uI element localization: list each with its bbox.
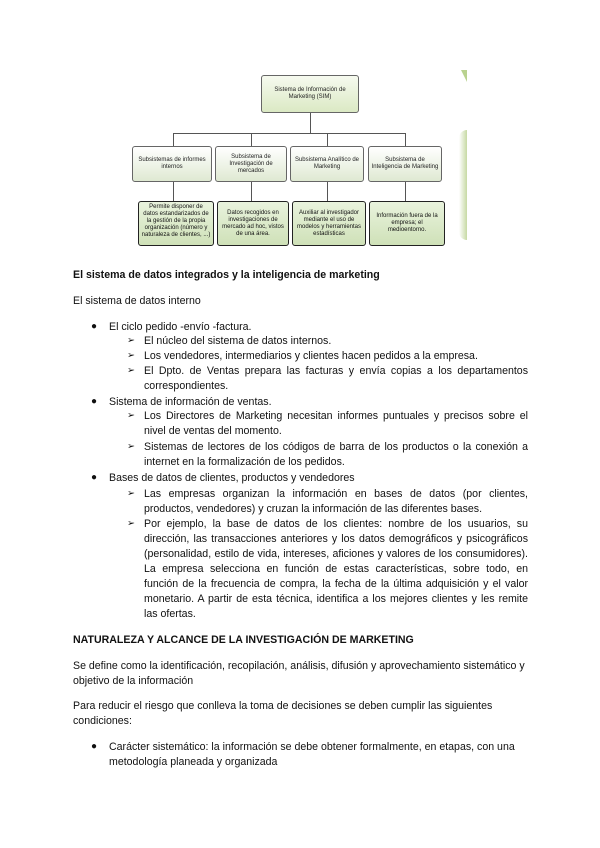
connector bbox=[173, 182, 174, 201]
subsystem-box: Subsistema de Inteligencia de Marketing bbox=[368, 146, 442, 182]
detail-box: Información fuera de la empresa; el medioentorno. bbox=[369, 201, 445, 246]
list-item: Bases de datos de clientes, productos y vendedores bbox=[109, 472, 355, 484]
connector bbox=[251, 182, 252, 201]
connector bbox=[173, 133, 174, 146]
sub-item: Las empresas organizan la información en bases de datos (por clientes, productos, vendedores) y cruzan la información de las diferentes bases. bbox=[144, 488, 528, 515]
subsystem-box: Subsistema Analítico de Marketing bbox=[290, 146, 364, 182]
bullet-dot: ● bbox=[91, 396, 98, 407]
diagram-top-box: Sistema de Información de Marketing (SIM) bbox=[261, 75, 359, 113]
list-item: Sistema de información de ventas. bbox=[109, 396, 272, 408]
bullet-dot: ● bbox=[91, 321, 98, 332]
paragraph: Para reducir el riesgo que conlleva la toma de decisiones se deben cumplir las siguientes condiciones: bbox=[73, 700, 493, 727]
arrow-bullet-icon: ➢ bbox=[127, 441, 135, 452]
sub-item: El núcleo del sistema de datos internos. bbox=[144, 335, 332, 347]
subtitle: El sistema de datos interno bbox=[73, 295, 201, 307]
detail-box: Permite disponer de datos estandarizados de la gestión de la propia organización (número y naturaleza de clientes, ...) bbox=[138, 201, 214, 246]
connector bbox=[405, 182, 406, 201]
detail-box: Auxiliar al investigador mediante el uso de modelos y herramientas estadísticas bbox=[292, 201, 366, 246]
connector bbox=[327, 133, 328, 146]
arrow-bullet-icon: ➢ bbox=[127, 365, 135, 376]
connector bbox=[310, 113, 311, 133]
arrow-bullet-icon: ➢ bbox=[127, 335, 135, 346]
sub-item: El Dpto. de Ventas prepara las facturas y envía copias a los departamentos correspondientes. bbox=[144, 365, 528, 392]
bullet-dot: ● bbox=[91, 472, 98, 483]
arrow-bullet-icon: ➢ bbox=[127, 518, 135, 529]
sim-diagram bbox=[129, 70, 467, 252]
section-title: NATURALEZA Y ALCANCE DE LA INVESTIGACIÓN DE MARKETING bbox=[73, 634, 414, 646]
connector bbox=[173, 133, 405, 134]
sub-item: Por ejemplo, la base de datos de los clientes: nombre de los usuarios, su dirección, las transacciones anteriores y los datos demográficos y psicográficos (personalidad, estilo de vida, intereses, aficiones y valores de los consumidores). La empresa selecciona en función de estas características, sobre todo, en función de la frecuencia de compra, la fecha de la última adquisición y el valor monetario. A partir de esta técnica, identifica a los mejores clientes y les remite las ofertas. bbox=[144, 518, 528, 620]
decorative-curve bbox=[459, 130, 467, 240]
sub-item: Sistemas de lectores de los códigos de barra de los productos o la conexión a internet en la formalización de los pedidos. bbox=[144, 441, 528, 468]
detail-box: Datos recogidos en investigaciones de mercado ad hoc, vistos de una área. bbox=[217, 201, 289, 246]
list-item: El ciclo pedido -envío -factura. bbox=[109, 321, 252, 333]
arrow-bullet-icon: ➢ bbox=[127, 410, 135, 421]
sub-item: Los vendedores, intermediarios y clientes hacen pedidos a la empresa. bbox=[144, 350, 478, 362]
connector bbox=[251, 133, 252, 146]
subsystem-box: Subsistemas de informes internos bbox=[132, 146, 212, 182]
sub-item: Los Directores de Marketing necesitan informes puntuales y precisos sobre el nivel de ventas del momento. bbox=[144, 410, 528, 437]
subsystem-box: Subsistema de Investigación de mercados bbox=[215, 146, 287, 182]
decorative-corner bbox=[461, 70, 467, 82]
arrow-bullet-icon: ➢ bbox=[127, 350, 135, 361]
paragraph: Se define como la identificación, recopilación, análisis, difusión y aprovechamiento sistemático y objetivo de la información bbox=[73, 660, 525, 687]
section-title: El sistema de datos integrados y la inteligencia de marketing bbox=[73, 269, 380, 281]
arrow-bullet-icon: ➢ bbox=[127, 488, 135, 499]
connector bbox=[405, 133, 406, 146]
list-item: Carácter sistemático: la información se debe obtener formalmente, en etapas, con una metodología planeada y organizada bbox=[109, 741, 515, 768]
bullet-dot: ● bbox=[91, 741, 98, 752]
connector bbox=[327, 182, 328, 201]
